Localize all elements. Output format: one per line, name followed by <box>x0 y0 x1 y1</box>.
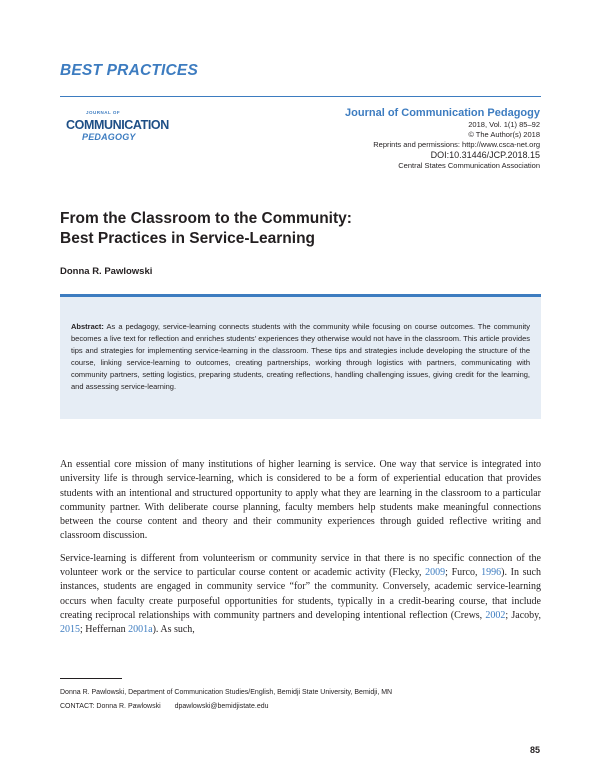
journal-name: Journal of Communication Pedagogy <box>345 107 540 119</box>
journal-copyright: © The Author(s) 2018 <box>468 130 540 140</box>
body-paragraph-1: An essential core mission of many institutions of higher learning is service. One way that service is integrated into university life is through service-learning, which is considered to be a form of experiential education that provides students with an intentional and structured opportunity to apply what they are learning in the classroom to a particular community partner. With deliberate course planning, faculty members help students make meaningful connections between the course content and theory and their community experiences through guided reflective writing and classroom discussion. <box>60 459 541 542</box>
citation-link[interactable]: 1996 <box>481 567 502 579</box>
abstract-body: As a pedagogy, service-learning connects students with the community while focusing on course outcomes. The community becomes a live text for reflection and enriches students’ experiences they otherwise would not have in the classroom. This article provides tips and strategies for implementing service-learning in the classroom. These tips and strategies include developing the structure of the course, linking service-learning to outcomes, creating partnerships, working through logistics with partners, communicating with community partners, setting logistics, preparing students, creating reflections, handling challenging issues, giving credit for the learning, and assessing service-learning. <box>71 322 531 392</box>
citation-link[interactable]: 2009 <box>425 567 446 579</box>
journal-logo <box>66 110 169 156</box>
article-author: Donna R. Pawlowski <box>60 266 153 277</box>
article-title <box>60 209 540 249</box>
journal-volume: 2018, Vol. 1(1) 85–92 <box>468 120 540 130</box>
article-body <box>60 458 541 646</box>
abstract-label: Abstract: <box>71 322 104 331</box>
journal-permissions: Reprints and permissions: http://www.csca-net.org <box>373 139 540 149</box>
contact-email[interactable]: dpawlowski@bemidjistate.edu <box>174 703 269 710</box>
page-number: 85 <box>529 745 540 755</box>
article-title-line2: Best Practices in Service-Learning <box>60 230 316 247</box>
journal-meta <box>345 106 540 171</box>
abstract-text <box>71 321 530 393</box>
journal-association: Central States Communication Association <box>398 161 540 171</box>
section-label: BEST PRACTICES <box>60 62 199 79</box>
abstract-box <box>60 297 541 419</box>
logo-sub-text: PEDAGOGY <box>82 132 136 142</box>
contact-label: CONTACT: Donna R. Pawlowski <box>60 703 161 710</box>
citation-link[interactable]: 2001a <box>128 624 153 636</box>
footnote-rule <box>60 678 122 679</box>
citation-link[interactable]: 2002 <box>485 609 506 621</box>
contact-line <box>60 700 392 714</box>
journal-doi: DOI:10.31446/JCP.2018.15 <box>430 149 540 160</box>
footnotes <box>60 686 392 714</box>
logo-main-text: COMMUNICATION <box>66 118 169 132</box>
body-paragraph-2: Service-learning is different from volunteerism or community service in that there is no specific connection of the volunteer work or the service to particular course content or academic activity (Flecky, 2009; Furco, 1996). In such instances, students are engaged in community service “for” the community. Conversely, academic service-learning occurs when faculty create purposeful opportunities for students, typically in a credit-bearing course, that include creating reciprocal relationships with community partners and developing intentional reflection (Crews, 2002; Jacoby, 2015; Heffernan 2001a). As such, <box>60 552 541 636</box>
article-title-line1: From the Classroom to the Community: <box>60 210 352 227</box>
header-rule <box>60 96 541 97</box>
citation-link[interactable]: 2015 <box>60 624 80 636</box>
author-affiliation: Donna R. Pawlowski, Department of Communication Studies/English, Bemidji State University, Bemidji, MN <box>60 689 393 696</box>
logo-small-text: JOURNAL OF <box>86 110 121 115</box>
